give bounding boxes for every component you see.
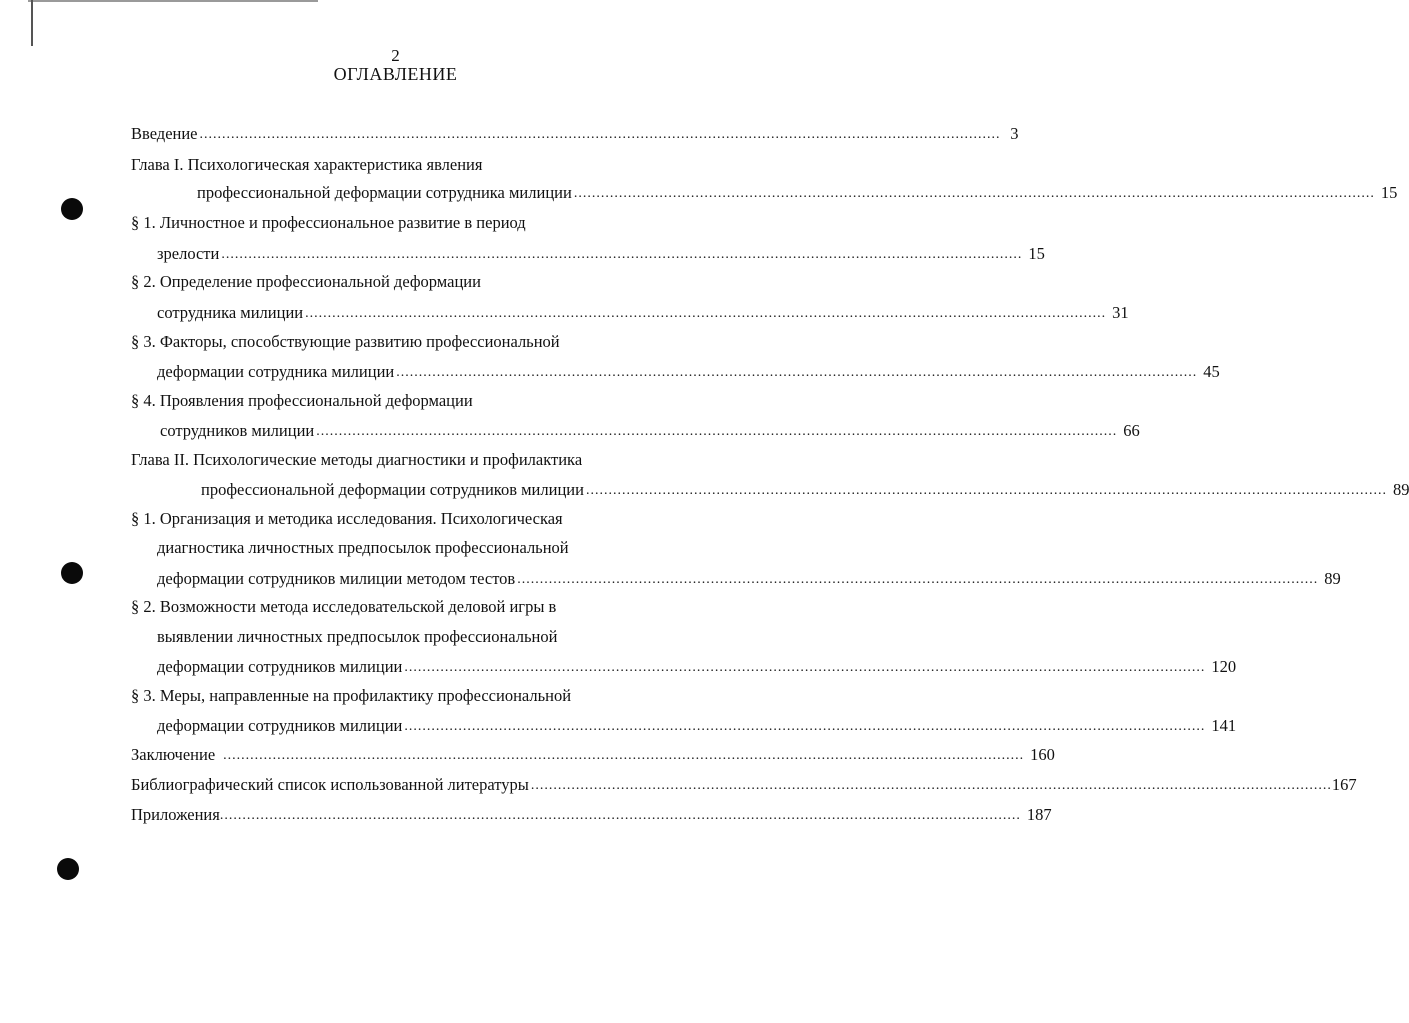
toc-entry-conclusion[interactable] [131,743,1055,765]
toc-entry-ch1-s1-line1[interactable]: § 1. Личностное и профессиональное развитие в период [131,213,526,232]
page-number: 2 [391,46,400,65]
toc-page-number: 167 [1331,775,1357,794]
dot-leader: .................................................................................................................................................................................. [219,808,1021,823]
dot-leader: .................................................................................................................................................................................. [223,748,1025,763]
toc-entry-label: Приложения [131,805,220,824]
toc-entry-ch2-line1[interactable]: Глава II. Психологические методы диагностики и профилактика [131,450,583,469]
toc-page-number: 187 [1026,805,1052,824]
punch-hole-icon [61,562,83,584]
toc-entry-label: деформации сотрудников милиции [157,716,403,735]
toc-entry-ch2-s3-line1[interactable]: § 3. Меры, направленные на профилактику профессиональной [131,686,572,705]
toc-entry-ch1[interactable] [197,181,1398,203]
toc-page-number: 120 [1211,657,1237,676]
toc-page-number: 31 [1112,303,1129,322]
dot-leader: .................................................................................................................................................................................. [305,306,1107,321]
toc-entry-ch1-s2[interactable] [157,301,1129,323]
toc-entry-label: деформации сотрудников милиции методом тестов [157,569,516,588]
toc-entry-ch1-line1[interactable]: Глава I. Психологическая характеристика явления [131,155,483,174]
toc-entry-label: деформации сотрудников милиции [157,657,403,676]
punch-hole-icon [57,858,79,880]
toc-entry-ch2-s2-line2[interactable]: выявлении личностных предпосылок профессиональной [157,627,558,646]
toc-entry-ch1-s3-line1[interactable]: § 3. Факторы, способствующие развитию профессиональной [131,332,560,351]
dot-leader: .................................................................................................................................................................................. [517,572,1319,587]
dot-leader: .................................................................................................................................................................................. [585,483,1387,498]
toc-page-number: 3 [1010,124,1019,143]
toc-entry-ch1-s1[interactable] [157,242,1045,264]
toc-entry-label: Заключение [131,745,216,764]
toc-entry-ch2[interactable] [201,478,1409,500]
toc-entry-ch1-s3[interactable] [157,360,1220,382]
toc-page-number: 66 [1123,421,1140,440]
dot-leader: .................................................................................................................................................................................. [573,186,1375,201]
toc-entry-label: деформации сотрудника милиции [157,362,395,381]
toc-page-number: 15 [1028,244,1045,263]
toc-entry-ch1-s4-line1[interactable]: § 4. Проявления профессиональной деформации [131,391,473,410]
toc-entry-label: Библиографический список использованной литературы [131,775,529,794]
dot-leader: .................................................................................................................................................................................. [316,424,1118,439]
toc-entry-ch1-s4[interactable] [160,419,1140,441]
toc-entry-ch2-s2-line1[interactable]: § 2. Возможности метода исследовательской деловой игры в [131,597,557,616]
toc-entry-label: профессиональной деформации сотрудников милиции [201,480,584,499]
toc-title: ОГЛАВЛЕНИЕ [333,64,458,84]
toc-page-number: 160 [1030,745,1055,764]
toc-entry-label: сотрудников милиции [160,421,315,440]
toc-entry-label: Введение [131,124,198,143]
toc-entry-ch1-s2-line1[interactable]: § 2. Определение профессиональной деформации [131,272,481,291]
dot-leader: .................................................................................................................................................................................. [396,365,1198,380]
toc-entry-ch2-s3[interactable] [157,714,1237,736]
toc-entry-ch2-s2[interactable] [157,655,1237,677]
toc-entry-label: зрелости [157,244,220,263]
toc-page-number: 89 [1324,569,1341,588]
toc-page-number: 15 [1380,183,1398,202]
dot-leader: .................................................................................................................................................................................. [404,719,1206,734]
toc-entry-ch2-s1-line2[interactable]: диагностика личностных предпосылок профессиональной [157,538,569,557]
toc-entry-ch2-s1[interactable] [157,567,1341,589]
dot-leader: .................................................................................................................................................................................. [404,660,1206,675]
toc-page-number: 141 [1211,716,1237,735]
toc-page-number: 45 [1203,362,1220,381]
dot-leader: .................................................................................................................................................................................. [199,127,1001,142]
toc-entry-label: сотрудника милиции [157,303,304,322]
toc-entry-intro[interactable] [131,122,1019,144]
toc-entry-ch2-s1-line1[interactable]: § 1. Организация и методика исследования. Психологическая [131,509,563,528]
scan-edge-top [28,0,318,2]
punch-hole-icon [61,198,83,220]
dot-leader: .................................................................................................................................................................................. [221,247,1023,262]
scan-edge-left [31,0,33,46]
toc-entry-bibliography[interactable] [131,773,1357,795]
dot-leader: .................................................................................................................................................................................. [530,778,1332,793]
toc-entry-label: профессиональной деформации сотрудника милиции [197,183,572,202]
toc-entry-appendix[interactable] [131,803,1052,825]
toc-page-number: 89 [1392,480,1409,499]
